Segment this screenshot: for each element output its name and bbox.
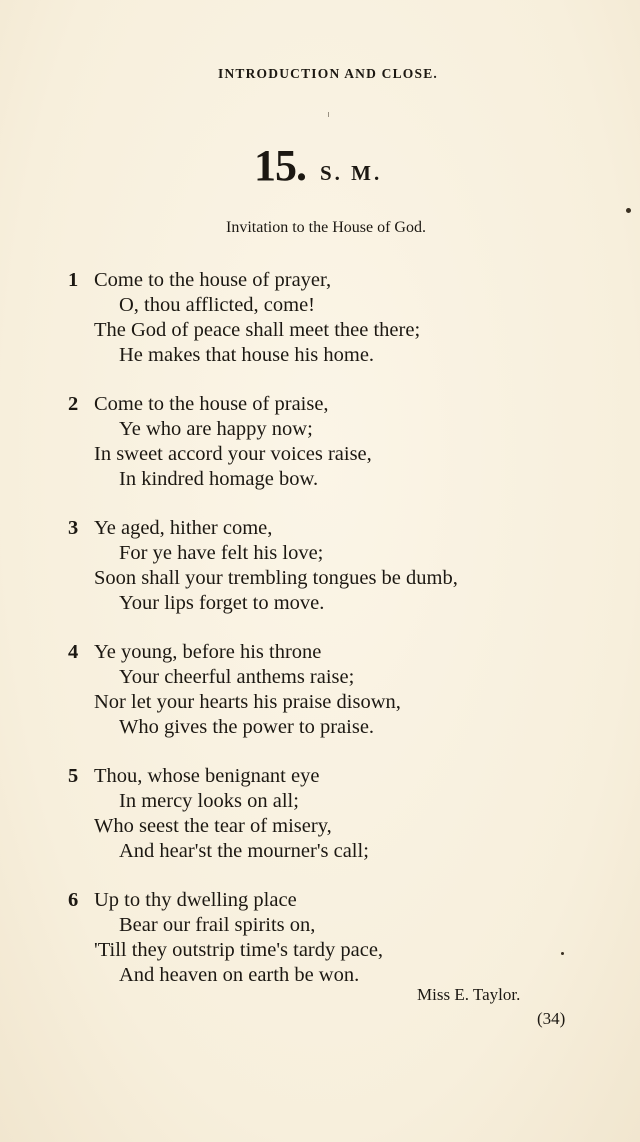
hymn-number: 15. bbox=[254, 141, 306, 190]
verse-6 bbox=[0, 888, 640, 1012]
ink-speck bbox=[328, 112, 329, 117]
hymn-heading bbox=[254, 140, 382, 191]
verse-line bbox=[68, 516, 273, 540]
verse-line: Nor let your hearts his praise disown, bbox=[94, 691, 401, 713]
verse-number: 3 bbox=[68, 517, 79, 539]
verse-line: In mercy looks on all; bbox=[119, 790, 299, 812]
verse-line: Your cheerful anthems raise; bbox=[119, 666, 355, 688]
verses bbox=[0, 268, 640, 1012]
verse-number: 6 bbox=[68, 889, 79, 911]
verse-line: 'Till they outstrip time's tardy pace, bbox=[94, 939, 384, 961]
verse-line-text: Thou, whose benignant eye bbox=[94, 765, 320, 787]
verse-number: 5 bbox=[68, 765, 79, 787]
verse-line bbox=[68, 764, 320, 788]
verse-line: And hear'st the mourner's call; bbox=[119, 840, 369, 862]
page-number: (34) bbox=[537, 1009, 566, 1028]
verse-line: Bear our frail spirits on, bbox=[119, 914, 316, 936]
verse-line: He makes that house his home. bbox=[119, 344, 375, 366]
ink-speck bbox=[626, 208, 631, 213]
verse-line-text: Up to thy dwelling place bbox=[94, 889, 297, 911]
ink-speck bbox=[561, 952, 564, 955]
verse-line: The God of peace shall meet thee there; bbox=[94, 319, 421, 341]
verse-line: O, thou afflicted, come! bbox=[119, 294, 316, 316]
hymn-meter: S. M. bbox=[320, 161, 383, 185]
verse-line-text: Ye young, before his throne bbox=[94, 641, 322, 663]
verse-line: In kindred homage bow. bbox=[119, 468, 319, 490]
verse-line: Who gives the power to praise. bbox=[119, 716, 375, 738]
verse-number: 1 bbox=[68, 269, 79, 291]
verse-5 bbox=[0, 764, 640, 888]
verse-1 bbox=[0, 268, 640, 392]
verse-line: Who seest the tear of misery, bbox=[94, 815, 332, 837]
verse-line: For ye have felt his love; bbox=[119, 542, 324, 564]
hymn-subtitle: Invitation to the House of God. bbox=[226, 219, 426, 236]
verse-line: In sweet accord your voices raise, bbox=[94, 443, 372, 465]
verse-line bbox=[68, 640, 322, 664]
verse-line: Ye who are happy now; bbox=[119, 418, 313, 440]
verse-line-text: Come to the house of prayer, bbox=[94, 269, 332, 291]
verse-line: Soon shall your trembling tongues be dumb, bbox=[94, 567, 458, 589]
author-attribution: Miss E. Taylor. bbox=[417, 985, 521, 1004]
verse-line: And heaven on earth be won. bbox=[119, 964, 360, 986]
verse-line-text: Ye aged, hither come, bbox=[94, 517, 273, 539]
verse-2 bbox=[0, 392, 640, 516]
verse-3 bbox=[0, 516, 640, 640]
verse-line-text: Come to the house of praise, bbox=[94, 393, 329, 415]
verse-line bbox=[68, 888, 297, 912]
verse-line bbox=[68, 268, 332, 292]
verse-line: Your lips forget to move. bbox=[119, 592, 325, 614]
verse-number: 2 bbox=[68, 393, 79, 415]
verse-line bbox=[68, 392, 329, 416]
running-head: INTRODUCTION AND CLOSE. bbox=[217, 66, 438, 81]
verse-4 bbox=[0, 640, 640, 764]
verse-number: 4 bbox=[68, 641, 79, 663]
